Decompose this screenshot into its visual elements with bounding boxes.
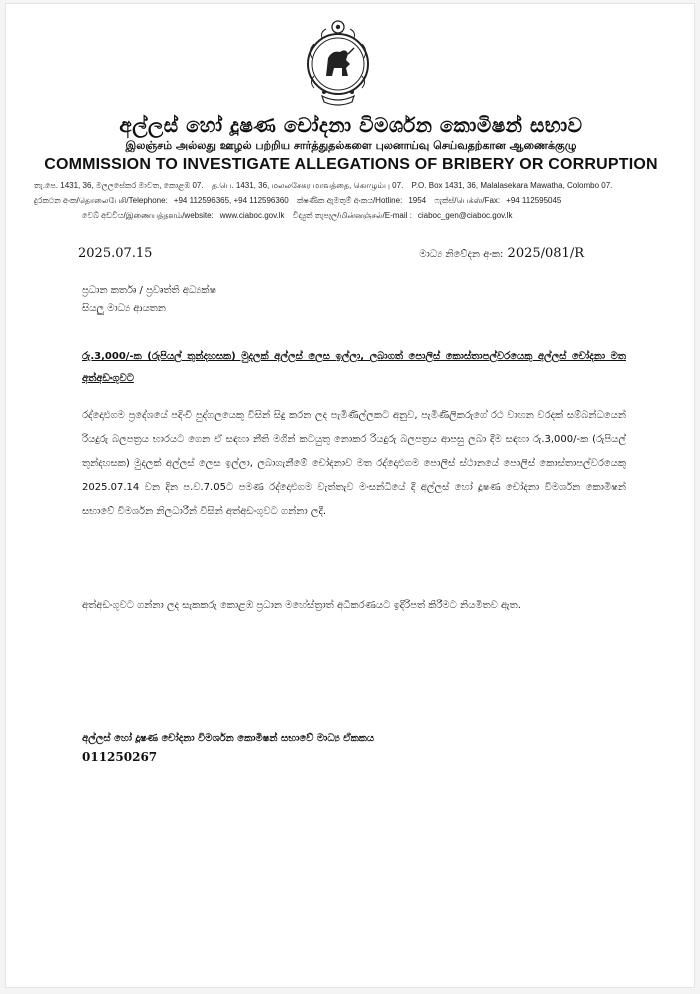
title-tamil: இலஞ்சம் அல்லது ஊழல் பற்றிய சார்த்துதல்களை புலனாய்வு செய்வதற்கான ஆணைக்குழு xyxy=(125,139,577,152)
media-unit: අල්ලස් හෝ දූෂණ චෝදනා විමර්ශන කොමිෂන් සභාවේ මාධ්‍ය ඒකකය xyxy=(82,733,375,744)
phone-line xyxy=(34,195,674,206)
email-link[interactable]: ciaboc_gen@ciaboc.gov.lk xyxy=(417,211,513,220)
recipients xyxy=(82,282,216,318)
address-line xyxy=(34,180,674,191)
title-english: COMMISSION TO INVESTIGATE ALLEGATIONS OF BRIBERY OR CORRUPTION xyxy=(44,156,658,173)
letterhead xyxy=(6,112,696,176)
fax-value: +94 112595045 xyxy=(506,196,562,205)
recipient-line: සියලු මාධ්‍ය ආයතන xyxy=(82,303,166,314)
web-line xyxy=(82,210,700,221)
contact-phone: 011250267 xyxy=(82,750,158,764)
national-emblem-icon xyxy=(302,18,374,110)
website-link[interactable]: www.ciaboc.gov.lk xyxy=(219,211,285,220)
body-paragraph: රද්දොළුගම ප්‍රදේශයේ පදිංචි පුද්ගලයෙකු විසින් සිදු කරන ලද පැමිණිල්ලකට අනුව, පැමිණිලිකරුගේ රථ වාහන වරදක් සම්බන්ධයෙන් රියදුරු බලපත්‍රය භාරයට ගෙන ඒ සඳහා නීති මගින් කටයුතු නොකර රියදුරු බලපත්‍රය ආපසු ලබා දීම සඳහා රු.3,000/-ක (රුපියල් තුන්දහසක) මුදලක් අල්ලස් ලෙස ඉල්ලා, ලබාගැනීමේ චෝදනාව මත රද්දොළුගම පොලිස් ස්ථානයේ පොලිස් කොස්තාපල්වරයෙකු 2025.07.14 වන දින ප.ව.7.05ට පමණ රද්දොළුගම වැත්තැව මංසන්ධියේ දී අල්ලස් හෝ දූෂණ චෝදනා විමර්ශන කොමිෂන් සභාවේ විමර්ශන නිලධාරීන් විසින් අත්අඩංගුවට ගන්නා ලදී. xyxy=(82,410,626,517)
hotline-value: 1954 xyxy=(408,196,427,205)
hotline-label: ක්ෂණික ඇමතුම් අංකය/Hotline: xyxy=(296,196,403,205)
telephone-label: දුරකථන අංක/தொலைபேசி/Telephone: xyxy=(34,196,168,205)
fax-label: ෆැක්ස්/பெக்ஸ்/Fax: xyxy=(434,196,501,205)
title-sinhala: අල්ලස් හෝ දූෂණ චෝදනා විමර්ශන කොමිෂන් සභාව xyxy=(119,113,583,137)
release-number xyxy=(419,246,584,261)
email-label: විද්‍යුත් තැපෑල/மின்னஞ்சல்/E-mail : xyxy=(292,211,412,220)
address-sinhala: තැ.පෙ. 1431, 36, මලලසේකර මාවත, කොළඹ 07. xyxy=(34,181,204,190)
body-paragraph: අත්අඩංගුවට ගන්නා ලද සැකකරු කොළඹ ප්‍රධාන මහේස්ත්‍රාත් අධිකරණයට ඉදිරිපත් කිරීමට නියමිතව ඇත. xyxy=(82,600,521,611)
press-release-page xyxy=(5,3,695,988)
address-english: P.O. Box 1431, 36, Malalasekara Mawatha, Colombo 07. xyxy=(411,181,613,190)
telephone-value: +94 112596365, +94 112596360 xyxy=(173,196,289,205)
release-number-label: මාධ්‍ය නිවේදන අංක: xyxy=(419,249,504,260)
website-label: වෙබ් අඩවිය/இணையத்தளம்/website: xyxy=(82,211,214,220)
signature-block xyxy=(82,730,374,766)
release-date: 2025.07.15 xyxy=(78,246,153,261)
release-number-value: 2025/081/R xyxy=(507,246,584,261)
subject-heading: රු.3,000/-ක (රුපියල් තුන්දහසක) මුදලක් අල්ලස් ලෙස ඉල්ලා, ලබාගත් පොලිස් කොස්තාපල්වරයෙකු අල්ලස් චෝදනා මත අත්අඩංගුවට xyxy=(82,351,626,384)
address-tamil: த.பெ. 1431, 36, மலலசேகர மாவத்தை, கொழும்பு 07. xyxy=(211,181,404,190)
recipient-line: ප්‍රධාන කර්තෘ / ප්‍රවෘත්ති අධ්‍යක්ෂ xyxy=(82,285,217,296)
